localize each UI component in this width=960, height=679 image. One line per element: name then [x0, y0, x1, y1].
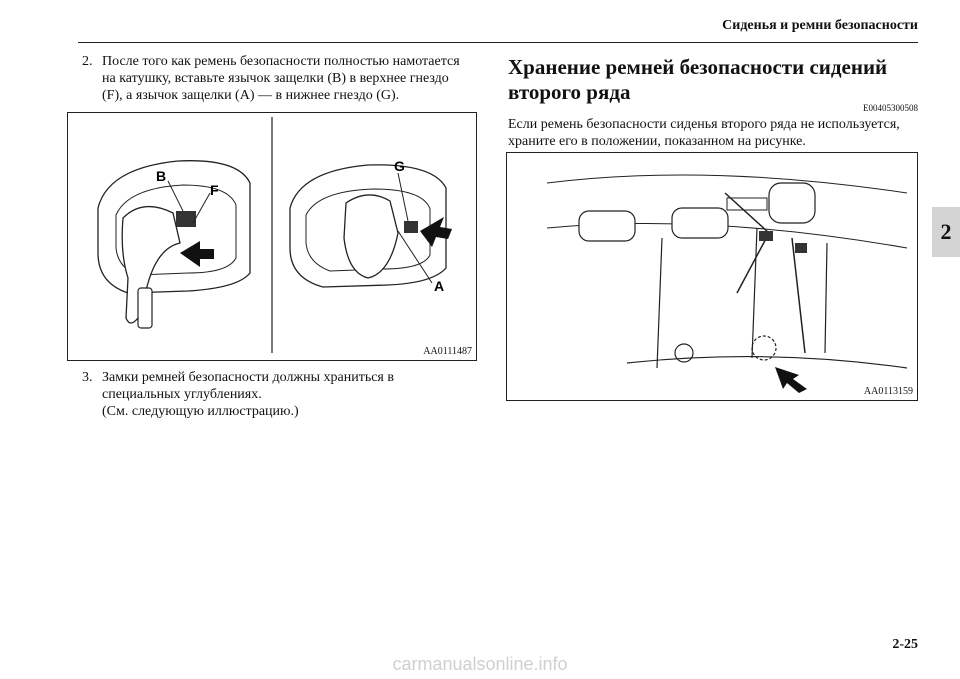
- page-header-title: Сиденья и ремни безопасности: [722, 18, 918, 33]
- label-a: A: [434, 278, 445, 294]
- figure-1-code: AA0111487: [423, 346, 472, 357]
- footer-watermark: carmanualsonline.info: [392, 654, 568, 674]
- label-f: F: [210, 182, 219, 198]
- label-g: G: [394, 158, 405, 174]
- step-2-text: После того как ремень безопасности полностью намотается на катушку, вставьте язычок защелки (B) в верхнее гнездо (F), а язычок защелки (A) — в нижнее гнездо (G).: [102, 54, 460, 103]
- header-divider: [78, 42, 918, 43]
- label-b: B: [156, 168, 167, 184]
- seat-illustration: [507, 153, 917, 400]
- latch-illustration: [68, 113, 476, 360]
- step-3-note: (См. следующую иллюстрацию.): [102, 404, 299, 419]
- step-2-number: 2.: [82, 54, 93, 69]
- figure-second-row-storage: [506, 152, 918, 401]
- section-title: Хранение ремней безопасности сидений второго ряда: [508, 55, 888, 104]
- step-3: [82, 369, 472, 420]
- step-3-number: 3.: [82, 370, 93, 385]
- step-3-text: Замки ремней безопасности должны храниться в специальных углублениях.: [102, 370, 394, 402]
- figure-latch-insertion: [67, 112, 477, 361]
- chapter-tab[interactable]: 2: [932, 207, 960, 257]
- page-number: 2-25: [892, 637, 918, 652]
- step-2: [82, 53, 472, 104]
- document-code: E00405300508: [863, 103, 918, 113]
- section-paragraph: Если ремень безопасности сиденья второго ряда не используется, храните его в положении, показанном на рисунке.: [508, 117, 900, 149]
- figure-2-code: AA0113159: [863, 386, 913, 397]
